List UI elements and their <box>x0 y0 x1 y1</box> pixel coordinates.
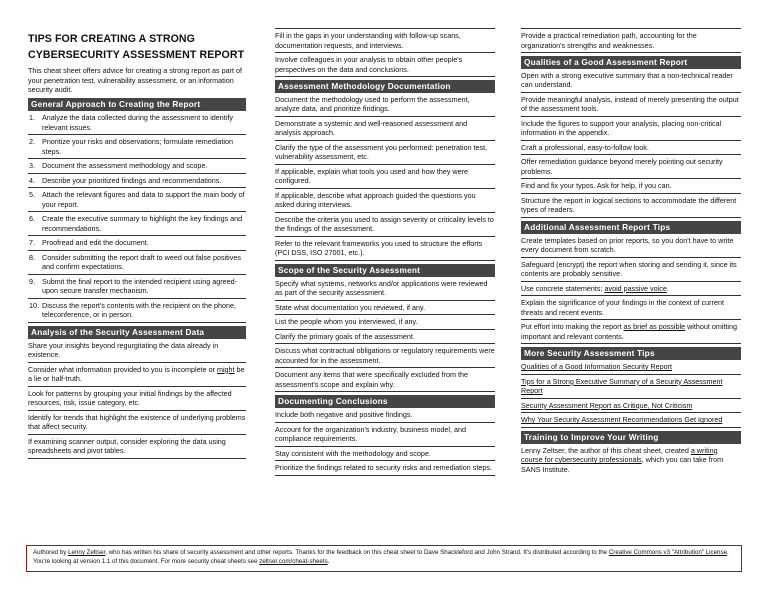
list-item: Structure the report in logical sections to accommodate the different types of readers. <box>521 194 741 218</box>
title-line-2: CYBERSECURITY ASSESSMENT REPORT <box>28 49 245 62</box>
list-item: Provide a practical remediation path, accounting for the organization's strengths and weaknesses. <box>521 28 741 53</box>
list-item: 6. Create the executive summary to highlight the key findings and recommendations. <box>28 212 246 236</box>
document-title <box>28 31 246 63</box>
list-item: Create templates based on prior reports, so you don't have to write every document from scratch. <box>521 234 741 258</box>
list-item: Stay consistent with the methodology and scope. <box>275 447 495 462</box>
list-item: Open with a strong executive summary that a non-technical reader can understand. <box>521 69 741 93</box>
additional-list <box>521 234 741 345</box>
more-tips-list <box>521 360 741 428</box>
tip-link[interactable]: Tips for a Strong Executive Summary of a Security Assessment Report <box>521 376 723 396</box>
list-item: Share your insights beyond regurgitating the data already in existence. <box>28 339 246 363</box>
section-heading-scope: Scope of the Security Assessment <box>275 264 495 277</box>
section-heading-qualities: Qualities of a Good Assessment Report <box>521 56 741 69</box>
list-item: State what documentation you reviewed, if any. <box>275 301 495 316</box>
list-item: 8. Consider submitting the report draft to weed out false positives and confirm expectations. <box>28 251 246 275</box>
list-item: Put effort into making the report as brief as possible without omitting important and relevant contents. <box>521 320 741 344</box>
conclusions-list <box>275 408 495 476</box>
analysis-list <box>28 339 246 459</box>
qualities-list <box>521 69 741 218</box>
cheat-sheets-link[interactable]: zeltser.com/cheat-sheets <box>259 557 328 565</box>
list-item: If applicable, describe what approach guided the questions you asked during interviews. <box>275 189 495 213</box>
list-item <box>521 399 741 414</box>
footer-box: Authored by Lenny Zeltser, who has written his share of security assessment and other reports. Thanks for the feedback on this cheat sheet to Dave Shackleford and John Strand. It's distributed according to the Creative Commons v3 "Attribution" License. You're looking at version 1.1 of this document. For more security cheat sheets see zeltser.com/cheat-sheets. <box>26 545 742 572</box>
training-paragraph: Lenny Zeltser, the author of this cheat sheet, created a writing course for cybersecurity professionals, which you can take from SANS Institute. <box>521 445 724 474</box>
column-2 <box>275 28 495 476</box>
list-item <box>521 360 741 375</box>
list-item: Include both negative and positive findings. <box>275 408 495 423</box>
section-heading-conclusions: Documenting Conclusions <box>275 395 495 408</box>
author-link[interactable]: Lenny Zeltser <box>68 549 106 556</box>
list-item: If examining scanner output, consider exploring the data using spreadsheets and pivot tables. <box>28 435 246 459</box>
list-item <box>521 413 741 428</box>
list-item: 9. Submit the final report to the intended recipient using agreed-upon secure transfer mechanism. <box>28 275 246 299</box>
tip-link[interactable]: Why Your Security Assessment Recommendations Get Ignored <box>521 415 723 425</box>
list-item: Fill in the gaps in your understanding with follow-up scans, documentation requests, and interviews. <box>275 28 495 53</box>
list-item: Document any items that were specifically excluded from the assessment's scope and explain why. <box>275 368 495 392</box>
list-item: 4. Describe your prioritized findings and recommendations. <box>28 174 246 189</box>
avoid-passive-voice-link[interactable]: avoid passive voice <box>604 283 667 293</box>
title-line-1: TIPS FOR CREATING A STRONG <box>28 33 195 45</box>
column-1 <box>28 28 246 459</box>
list-item: Offer remediation guidance beyond merely pointing out security problems. <box>521 155 741 179</box>
list-item: Craft a professional, easy-to-follow look. <box>521 141 741 156</box>
list-item: List the people whom you interviewed, if any. <box>275 315 495 330</box>
list-item: Demonstrate a systemic and well-reasoned assessment and analysis approach. <box>275 117 495 141</box>
section-heading-analysis: Analysis of the Security Assessment Data <box>28 326 246 339</box>
list-item: Clarify the primary goals of the assessment. <box>275 330 495 345</box>
section-heading-additional: Additional Assessment Report Tips <box>521 221 741 234</box>
column-3 <box>521 28 741 476</box>
general-list <box>28 111 246 323</box>
section-heading-general: General Approach to Creating the Report <box>28 98 246 111</box>
intro-paragraph: This cheat sheet offers advice for creating a strong report as part of your penetration test, vulnerability assessment, or an information security audit. <box>28 66 243 94</box>
section-heading-methodology: Assessment Methodology Documentation <box>275 80 495 93</box>
list-item: Account for the organization's industry, business model, and compliance requirements. <box>275 423 495 447</box>
list-item: 5. Attach the relevant figures and data to support the main body of your report. <box>28 188 246 212</box>
list-item: Provide meaningful analysis, instead of merely presenting the output of the assessment tools. <box>521 93 741 117</box>
list-item: 7. Proofread and edit the document. <box>28 236 246 251</box>
list-item: 10. Discuss the report's contents with the recipient on the phone, teleconference, or in person. <box>28 299 246 323</box>
list-item: Safeguard (encrypt) the report when storing and sending it, since its contents are probably sensitive. <box>521 258 741 282</box>
list-item: Involve colleagues in your analysis to obtain other people's perspectives on the data and conclusions. <box>275 53 495 77</box>
writing-course-link[interactable]: a writing course for cybersecurity professionals <box>521 445 718 465</box>
list-item: Prioritize the findings related to security risks and remediation steps. <box>275 461 495 476</box>
tip-link[interactable]: Qualities of a Good Information Security Report <box>521 362 673 372</box>
list-item: Identify for trends that highlight the existence of underlying problems that affect security. <box>28 411 246 435</box>
list-item: Describe the criteria you used to assign severity or criticality levels to the findings of the assessment. <box>275 213 495 237</box>
section-heading-training: Training to Improve Your Writing <box>521 431 741 444</box>
list-item: Refer to the relevant frameworks you used to structure the efforts (PCI DSS, ISO 27001, etc.). <box>275 237 495 261</box>
list-item: Use concrete statements; avoid passive voice. <box>521 282 741 297</box>
list-item: Explain the significance of your findings in the context of current threats and recent events. <box>521 296 741 320</box>
list-item: Specify what systems, networks and/or applications were reviewed as part of the security assessment. <box>275 277 495 301</box>
scope-list <box>275 277 495 393</box>
section-heading-more-tips: More Security Assessment Tips <box>521 347 741 360</box>
list-item: Consider what information provided to you is incomplete or might be a lie or half-truth. <box>28 363 246 387</box>
as-brief-as-possible-link[interactable]: as brief as possible <box>623 322 686 332</box>
conclusions-continued-list <box>521 28 741 53</box>
list-item: Document the methodology used to perform the assessment, analyze data, and prioritize findings. <box>275 93 495 117</box>
list-item: 1. Analyze the data collected during the assessment to identify relevant issues. <box>28 111 246 135</box>
list-item <box>521 375 741 399</box>
tip-link[interactable]: Security Assessment Report as Critique, Not Criticism <box>521 400 693 410</box>
list-item: 3. Document the assessment methodology and scope. <box>28 159 246 174</box>
list-item: 2. Prioritize your risks and observations; formulate remediation steps. <box>28 135 246 159</box>
list-item: If applicable, explain what tools you used and how they were configured. <box>275 165 495 189</box>
list-item: Find and fix your typos. Ask for help, if you can. <box>521 179 741 194</box>
analysis-continued-list <box>275 28 495 77</box>
methodology-list <box>275 93 495 261</box>
list-item: Include the figures to support your analysis, placing non-critical information in the appendix. <box>521 117 741 141</box>
list-item: Discuss what contractual obligations or regulatory requirements were accounted for in the assessment. <box>275 344 495 368</box>
list-item: Clarify the type of the assessment you performed: penetration test, vulnerability assessment, etc. <box>275 141 495 165</box>
license-link[interactable]: Creative Commons v3 "Attribution" License <box>608 549 728 556</box>
list-item: Look for patterns by grouping your initial findings by the affected resources, risk, issue category, etc. <box>28 387 246 411</box>
